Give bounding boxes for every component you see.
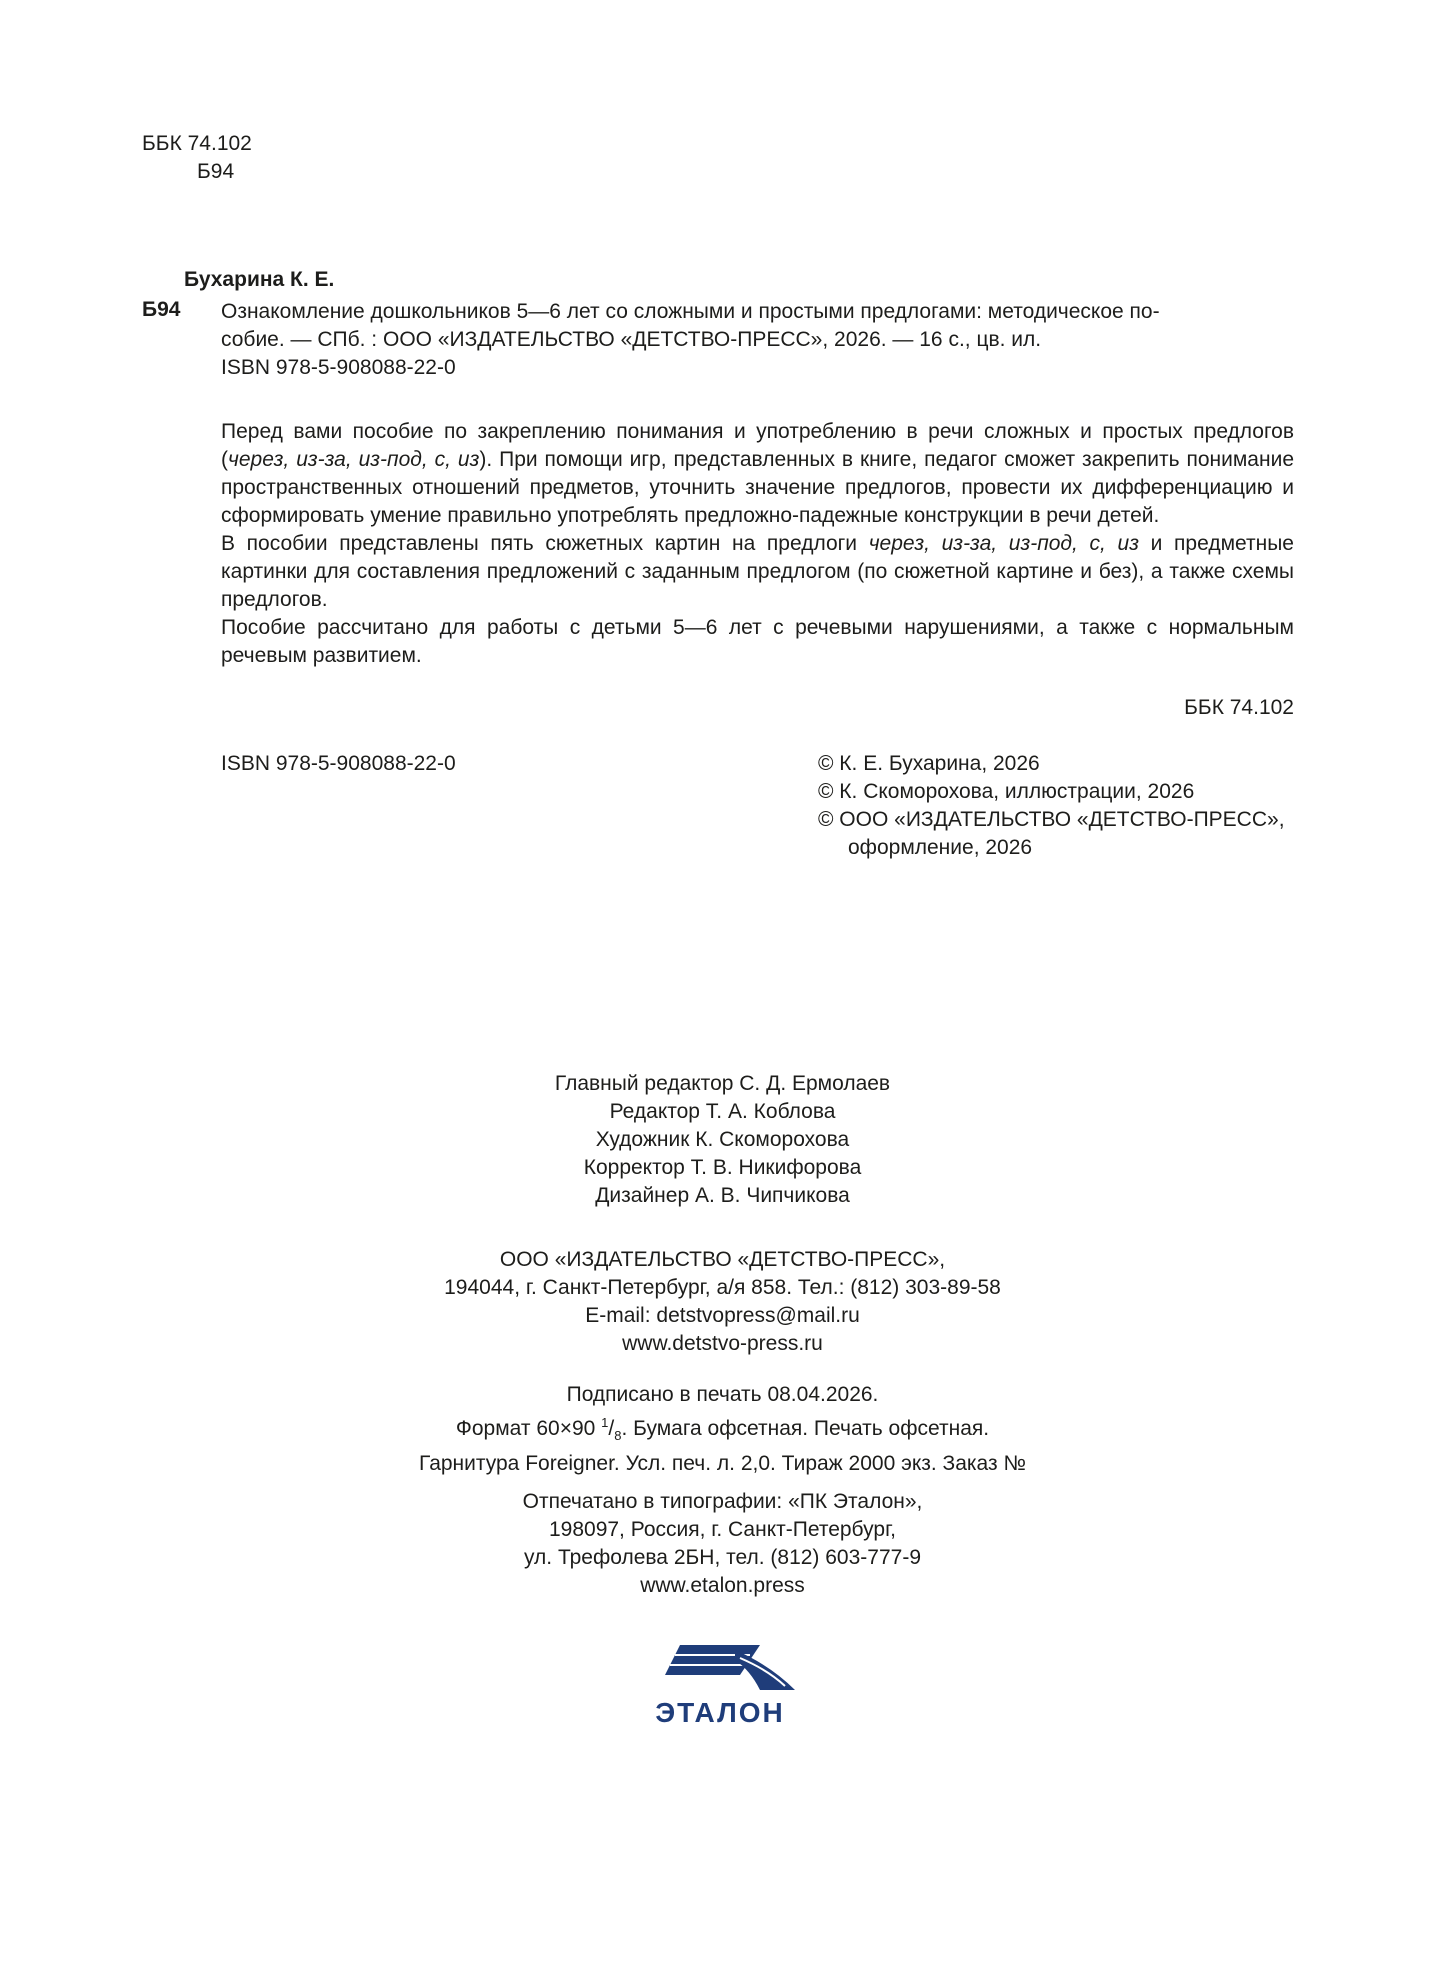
publisher-address: 194044, г. Санкт-Петербург, а/я 858. Тел.: (812) 303-89-58	[444, 1276, 1001, 1299]
bbk-index-top: ББК 74.102	[142, 132, 252, 155]
copyright-block	[818, 750, 1285, 862]
etalon-logo-text: ЭТАЛОН	[655, 1697, 785, 1728]
staff-list	[0, 1070, 1445, 1210]
etalon-logo-icon	[640, 1630, 805, 1730]
annotation-paragraph-3: Пособие рассчитано для работы с детьми 5—6 лет с речевыми нарушениями, а также с нормальным речевым развитием.	[221, 616, 1294, 667]
copyright-illustrations: © К. Скоморохова, иллюстрации, 2026	[818, 780, 1195, 803]
staff-designer: Дизайнер А. В. Чипчикова	[595, 1184, 850, 1207]
copyright-publisher: © ООО «ИЗДАТЕЛЬСТВО «ДЕТСТВО-ПРЕСС»,	[818, 808, 1285, 831]
copyright-design: оформление, 2026	[848, 836, 1033, 859]
bibliographic-record	[221, 298, 1294, 382]
annotation-p2-b: и предметные картинки для составления предложений с заданным предлогом (по сюжетной картине и без), а также схемы предлогов.	[221, 532, 1294, 611]
publisher-name: ООО «ИЗДАТЕЛЬСТВО «ДЕТСТВО-ПРЕСС»,	[499, 1248, 946, 1271]
annotation	[221, 418, 1294, 670]
biblio-isbn: ISBN 978-5-908088-22-0	[221, 356, 456, 379]
copyright-author: © К. Е. Бухарина, 2026	[818, 752, 1040, 775]
staff-proofreader: Корректор Т. В. Никифорова	[583, 1156, 862, 1179]
annotation-p1-a: Перед вами пособие по закреплению понимания и употреблению в речи сложных и простых предлогов (	[221, 420, 1294, 471]
printing-house-city: 198097, Россия, г. Санкт-Петербург,	[548, 1518, 896, 1541]
publisher-info	[0, 1246, 1445, 1358]
annotation-p2-prepositions: через, из-за, из-под, с, из	[868, 532, 1139, 555]
print-format-b: . Бумага офсетная. Печать офсетная.	[621, 1417, 990, 1440]
staff-artist: Художник К. Скоморохова	[595, 1128, 850, 1151]
bbk-index-right: ББК 74.102	[1184, 696, 1294, 719]
isbn: ISBN 978-5-908088-22-0	[221, 752, 456, 775]
printing-house-website: www.etalon.press	[640, 1574, 805, 1597]
etalon-logo	[640, 1630, 805, 1730]
print-format: Формат 60×90 $^1/_8$. Бумага офсетная. Печать офсетная.	[455, 1415, 990, 1444]
biblio-line-2: собие. — СПб. : ООО «ИЗДАТЕЛЬСТВО «ДЕТСТВО-ПРЕСС», 2026. — 16 с., цв. ил.	[221, 328, 1042, 351]
print-info	[0, 1381, 1445, 1478]
author-mark-bold: Б94	[142, 298, 181, 321]
staff-chief-editor: Главный редактор С. Д. Ермолаев	[554, 1072, 891, 1095]
annotation-p2-a: В пособии представлены пять сюжетных картин на предлоги	[221, 532, 869, 555]
annotation-p1-b: ). При помощи игр, представленных в книге, педагог сможет закрепить понимание пространственных отношений предметов, уточнить значение предлогов, провести их дифференциацию и сформировать умение правильно употреблять предложно-падежные конструкции в речи детей.	[221, 448, 1294, 527]
printing-house-name: Отпечатано в типографии: «ПК Эталон»,	[522, 1490, 923, 1513]
annotation-paragraph-1	[221, 418, 1294, 530]
print-format-num: 1	[601, 1415, 609, 1430]
annotation-p1-prepositions: через, из-за, из-под, с, из	[228, 448, 480, 471]
annotation-paragraph-2	[221, 530, 1294, 614]
print-format-a: Формат 60×90	[455, 1417, 602, 1440]
print-signed: Подписано в печать 08.04.2026.	[566, 1383, 879, 1406]
publisher-email: E-mail: detstvopress@mail.ru	[585, 1304, 860, 1327]
biblio-line-1: Ознакомление дошкольников 5—6 лет со сложными и простыми предлогами: методическое по-	[221, 300, 1160, 323]
print-format-den: 8	[614, 1428, 622, 1444]
author-name: Бухарина К. Е.	[184, 268, 335, 291]
print-typeface: Гарнитура Foreigner. Усл. печ. л. 2,0. Тираж 2000 экз. Заказ №	[419, 1452, 1026, 1476]
publisher-website: www.detstvo-press.ru	[622, 1332, 823, 1355]
printing-house	[0, 1488, 1445, 1600]
staff-editor: Редактор Т. А. Коблова	[609, 1100, 836, 1123]
printing-house-street: ул. Трефолева 2БН, тел. (812) 603-777-9	[523, 1546, 921, 1569]
author-mark-top: Б94	[197, 160, 235, 183]
